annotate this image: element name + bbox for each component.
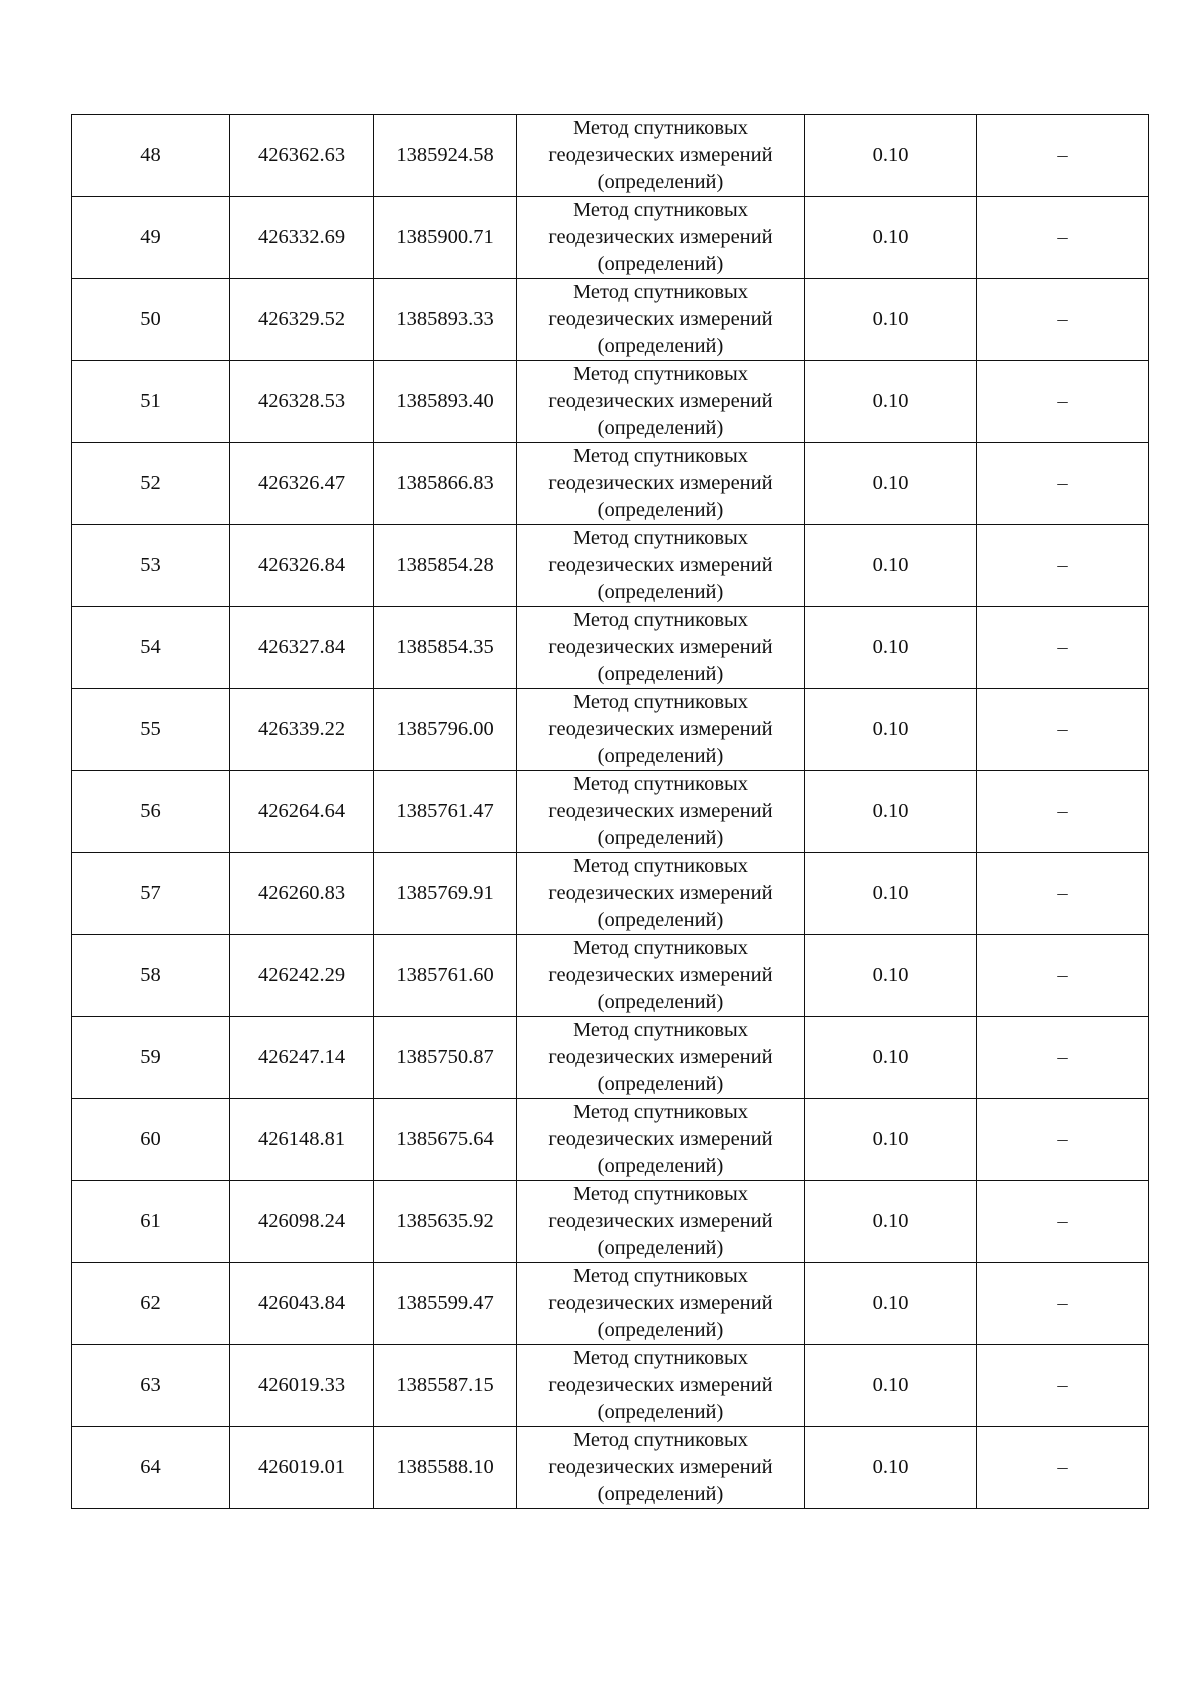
y-coordinate-cell: 1385635.92 [374,1181,517,1263]
note-cell: – [977,1263,1149,1345]
table-row [72,607,1149,689]
y-coordinate-cell: 1385924.58 [374,115,517,197]
x-coordinate-cell: 426148.81 [230,1099,374,1181]
accuracy-cell: 0.10 [805,689,977,771]
method-line: геодезических измерений [548,718,773,740]
method-line: геодезических измерений [548,390,773,412]
method-line: Метод спутниковых [572,117,749,139]
point-number-cell: 56 [72,771,230,853]
accuracy-cell: 0.10 [805,1263,977,1345]
accuracy-cell: 0.10 [805,1427,977,1509]
method-line: геодезических измерений [548,226,773,248]
method-line: геодезических измерений [548,800,773,822]
point-number-cell: 48 [72,115,230,197]
y-coordinate-cell: 1385599.47 [374,1263,517,1345]
note-cell: – [977,1017,1149,1099]
method-line: (определений) [597,253,724,275]
method-cell [517,197,805,279]
table-row [72,771,1149,853]
method-line: (определений) [597,1483,724,1505]
table-body [72,115,1149,1509]
accuracy-cell: 0.10 [805,607,977,689]
note-cell: – [977,279,1149,361]
y-coordinate-cell: 1385893.33 [374,279,517,361]
method-line: (определений) [597,1237,724,1259]
point-number-cell: 52 [72,443,230,525]
method-cell [517,935,805,1017]
method-line: (определений) [597,745,724,767]
method-line: (определений) [597,991,724,1013]
y-coordinate-cell: 1385588.10 [374,1427,517,1509]
method-line: Метод спутниковых [572,281,749,303]
method-line: (определений) [597,417,724,439]
method-line: Метод спутниковых [572,855,749,877]
accuracy-cell: 0.10 [805,853,977,935]
point-number-cell: 58 [72,935,230,1017]
point-number-cell: 61 [72,1181,230,1263]
x-coordinate-cell: 426019.01 [230,1427,374,1509]
table-row [72,361,1149,443]
method-cell [517,1345,805,1427]
method-cell [517,443,805,525]
method-line: (определений) [597,171,724,193]
method-line: геодезических измерений [548,308,773,330]
note-cell: – [977,525,1149,607]
accuracy-cell: 0.10 [805,935,977,1017]
method-line: Метод спутниковых [572,363,749,385]
method-line: (определений) [597,1155,724,1177]
x-coordinate-cell: 426362.63 [230,115,374,197]
x-coordinate-cell: 426019.33 [230,1345,374,1427]
note-cell: – [977,1427,1149,1509]
accuracy-cell: 0.10 [805,1017,977,1099]
table-row [72,443,1149,525]
method-cell [517,115,805,197]
method-line: (определений) [597,909,724,931]
x-coordinate-cell: 426327.84 [230,607,374,689]
note-cell: – [977,443,1149,525]
point-number-cell: 53 [72,525,230,607]
method-line: (определений) [597,1073,724,1095]
table-row [72,689,1149,771]
method-line: геодезических измерений [548,1456,773,1478]
y-coordinate-cell: 1385750.87 [374,1017,517,1099]
method-line: (определений) [597,827,724,849]
table-row [72,1017,1149,1099]
method-line: геодезических измерений [548,1292,773,1314]
x-coordinate-cell: 426328.53 [230,361,374,443]
table-row [72,1263,1149,1345]
y-coordinate-cell: 1385761.47 [374,771,517,853]
method-line: геодезических измерений [548,964,773,986]
method-cell [517,771,805,853]
accuracy-cell: 0.10 [805,1345,977,1427]
method-line: Метод спутниковых [572,1101,749,1123]
method-line: (определений) [597,335,724,357]
accuracy-cell: 0.10 [805,197,977,279]
table-row [72,1427,1149,1509]
method-line: Метод спутниковых [572,1347,749,1369]
accuracy-cell: 0.10 [805,1181,977,1263]
x-coordinate-cell: 426247.14 [230,1017,374,1099]
note-cell: – [977,1099,1149,1181]
x-coordinate-cell: 426264.64 [230,771,374,853]
note-cell: – [977,771,1149,853]
y-coordinate-cell: 1385761.60 [374,935,517,1017]
point-number-cell: 62 [72,1263,230,1345]
y-coordinate-cell: 1385587.15 [374,1345,517,1427]
method-line: (определений) [597,663,724,685]
note-cell: – [977,115,1149,197]
method-line: (определений) [597,581,724,603]
y-coordinate-cell: 1385796.00 [374,689,517,771]
y-coordinate-cell: 1385866.83 [374,443,517,525]
method-cell [517,1181,805,1263]
y-coordinate-cell: 1385854.28 [374,525,517,607]
y-coordinate-cell: 1385675.64 [374,1099,517,1181]
method-line: Метод спутниковых [572,527,749,549]
accuracy-cell: 0.10 [805,443,977,525]
y-coordinate-cell: 1385769.91 [374,853,517,935]
method-line: геодезических измерений [548,554,773,576]
method-line: геодезических измерений [548,144,773,166]
method-line: Метод спутниковых [572,691,749,713]
x-coordinate-cell: 426326.47 [230,443,374,525]
method-cell [517,1263,805,1345]
table-row [72,853,1149,935]
point-number-cell: 55 [72,689,230,771]
accuracy-cell: 0.10 [805,279,977,361]
y-coordinate-cell: 1385854.35 [374,607,517,689]
x-coordinate-cell: 426043.84 [230,1263,374,1345]
method-cell [517,607,805,689]
note-cell: – [977,197,1149,279]
method-line: Метод спутниковых [572,1183,749,1205]
note-cell: – [977,607,1149,689]
method-line: Метод спутниковых [572,773,749,795]
note-cell: – [977,1345,1149,1427]
x-coordinate-cell: 426332.69 [230,197,374,279]
table-row [72,935,1149,1017]
accuracy-cell: 0.10 [805,1099,977,1181]
x-coordinate-cell: 426242.29 [230,935,374,1017]
method-line: геодезических измерений [548,882,773,904]
method-line: геодезических измерений [548,1128,773,1150]
point-number-cell: 51 [72,361,230,443]
table-row [72,1099,1149,1181]
method-cell [517,1017,805,1099]
table-row [72,197,1149,279]
method-line: (определений) [597,1319,724,1341]
method-line: Метод спутниковых [572,1265,749,1287]
y-coordinate-cell: 1385900.71 [374,197,517,279]
accuracy-cell: 0.10 [805,361,977,443]
point-number-cell: 50 [72,279,230,361]
point-number-cell: 49 [72,197,230,279]
x-coordinate-cell: 426326.84 [230,525,374,607]
table-row [72,279,1149,361]
x-coordinate-cell: 426329.52 [230,279,374,361]
x-coordinate-cell: 426339.22 [230,689,374,771]
note-cell: – [977,1181,1149,1263]
note-cell: – [977,689,1149,771]
method-line: Метод спутниковых [572,609,749,631]
method-line: (определений) [597,499,724,521]
method-line: геодезических измерений [548,636,773,658]
method-line: геодезических измерений [548,1374,773,1396]
point-number-cell: 59 [72,1017,230,1099]
method-line: Метод спутниковых [572,1019,749,1041]
x-coordinate-cell: 426098.24 [230,1181,374,1263]
x-coordinate-cell: 426260.83 [230,853,374,935]
method-line: геодезических измерений [548,1210,773,1232]
note-cell: – [977,361,1149,443]
method-line: Метод спутниковых [572,1429,749,1451]
accuracy-cell: 0.10 [805,115,977,197]
method-line: Метод спутниковых [572,199,749,221]
table-row [72,1345,1149,1427]
point-number-cell: 60 [72,1099,230,1181]
method-cell [517,525,805,607]
method-cell [517,1099,805,1181]
y-coordinate-cell: 1385893.40 [374,361,517,443]
method-line: геодезических измерений [548,472,773,494]
method-cell [517,1427,805,1509]
method-cell [517,853,805,935]
coordinates-table [71,114,1149,1509]
note-cell: – [977,853,1149,935]
method-line: геодезических измерений [548,1046,773,1068]
method-cell [517,689,805,771]
accuracy-cell: 0.10 [805,771,977,853]
point-number-cell: 54 [72,607,230,689]
table-row [72,1181,1149,1263]
method-cell [517,361,805,443]
point-number-cell: 57 [72,853,230,935]
accuracy-cell: 0.10 [805,525,977,607]
point-number-cell: 64 [72,1427,230,1509]
method-line: (определений) [597,1401,724,1423]
point-number-cell: 63 [72,1345,230,1427]
note-cell: – [977,935,1149,1017]
method-line: Метод спутниковых [572,937,749,959]
method-cell [517,279,805,361]
table-row [72,525,1149,607]
method-line: Метод спутниковых [572,445,749,467]
table-row [72,115,1149,197]
